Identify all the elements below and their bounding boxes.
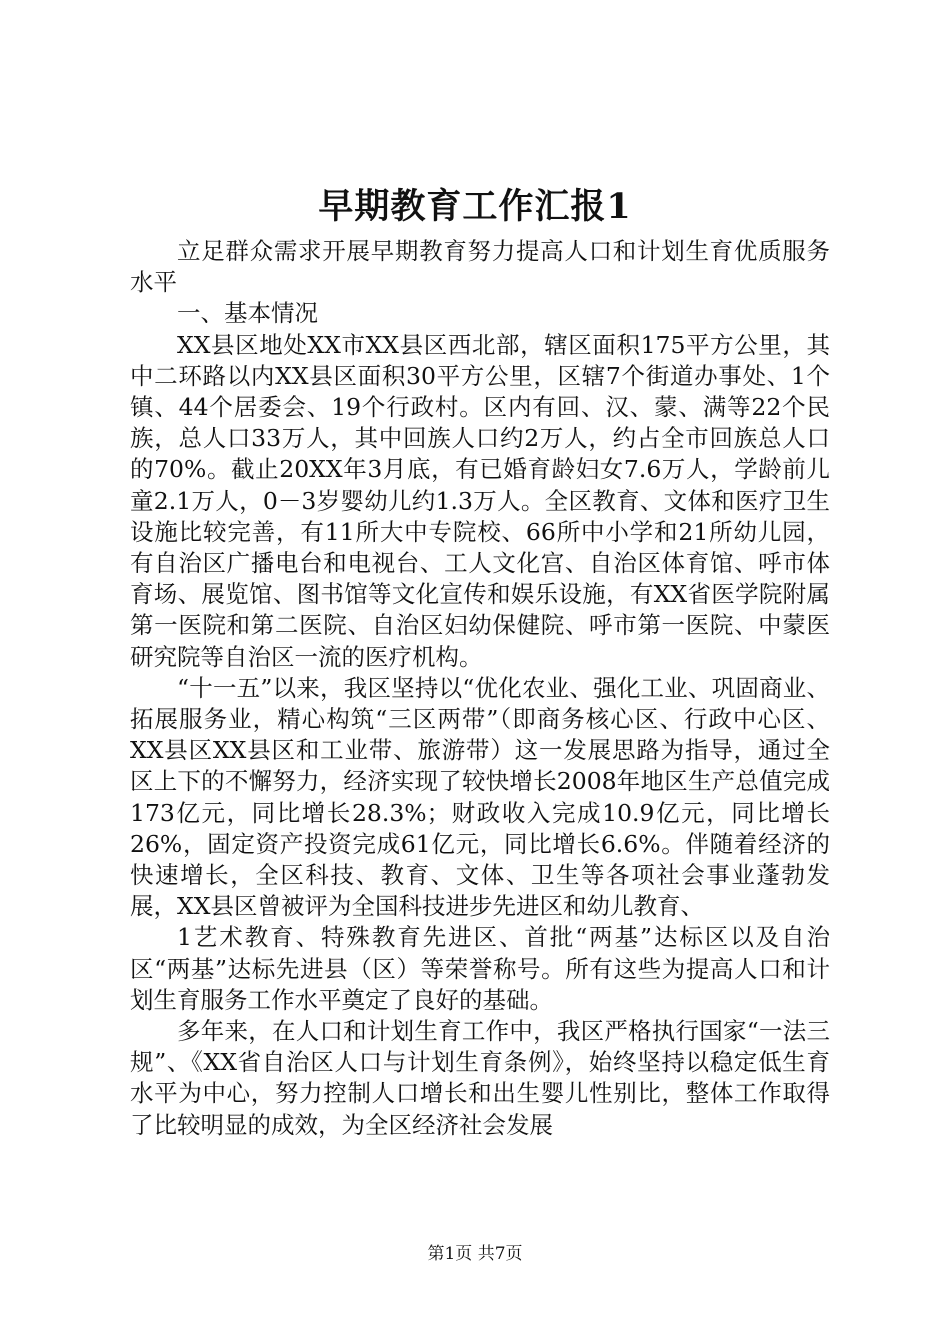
body-paragraph: “十一五”以来，我区坚持以“优化农业、强化工业、巩固商业、拓展服务业，精心构筑“三区两带”（即商务核心区、行政中心区、XX县区XX县区和工业带、旅游带）这一发展思路为指导，通过全区上下的不懈努力，经济实现了较快增长2008年地区生产总值完成173亿元，同比增长28.3%；财政收入完成10.9亿元，同比增长26%，固定资产投资完成61亿元，同比增长6.6%。伴随着经济的快速增长，全区科技、教育、文体、卫生等各项社会事业蓬勃发展，XX县区曾被评为全国科技进步先进区和幼儿教育、 [130, 673, 830, 921]
document-title: 早期教育工作汇报1 [318, 186, 632, 227]
body-paragraph: 多年来，在人口和计划生育工作中，我区严格执行国家“一法三规”、《XX省自治区人口与计划生育条例》，始终坚持以稳定低生育水平为中心，努力控制人口增长和出生婴儿性别比，整体工作取得了比较明显的成效，为全区经济社会发展 [130, 1017, 830, 1139]
document-body [130, 236, 830, 1141]
body-paragraph: XX县区地处XX市XX县区西北部，辖区面积175平方公里，其中二环路以内XX县区面积30平方公里，区辖7个街道办事处、1个镇、44个居委会、19个行政村。区内有回、汉、蒙、满等22个民族，总人口33万人，其中回族人口约2万人，约占全市回族总人口的70%。截止20XX年3月底，有已婚育龄妇女7.6万人，学龄前儿童2.1万人，0－3岁婴幼儿约1.3万人。全区教育、文体和医疗卫生设施比较完善，有11所大中专院校、66所中小学和21所幼儿园，有自治区广播电台和电视台、工人文化宫、自治区体育馆、呼市体育场、展览馆、图书馆等文化宣传和娱乐设施，有XX省医学院附属第一医院和第二医院、自治区妇幼保健院、呼市第一医院、中蒙医研究院等自治区一流的医疗机构。 [130, 330, 830, 671]
page-footer: 第1页 共7页 [427, 1244, 523, 1264]
subtitle-paragraph: 立足群众需求开展早期教育努力提高人口和计划生育优质服务水平 [130, 237, 830, 297]
body-paragraph: 1艺术教育、特殊教育先进区、首批“两基”达标区以及自治区“两基”达标先进县（区）等荣誉称号。所有这些为提高人口和计划生育服务工作水平奠定了良好的基础。 [130, 923, 830, 1014]
section-heading: 一、基本情况 [177, 299, 318, 328]
